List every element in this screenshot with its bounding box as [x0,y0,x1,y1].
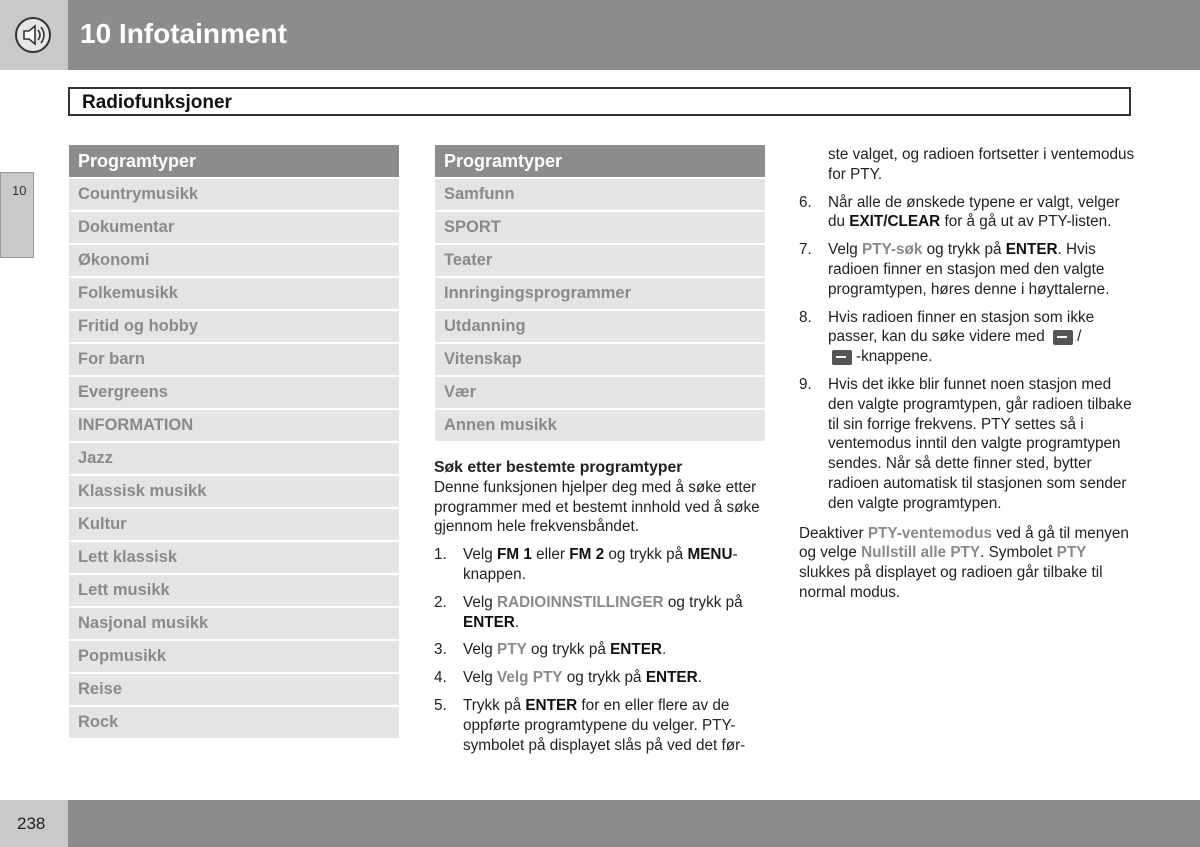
menu-item: PTY [1056,544,1087,562]
footer-bar [68,800,1200,847]
footer [0,800,1200,847]
table-row: Vitenskap [435,344,765,375]
table-row: Klassisk musikk [69,476,399,507]
table-row: Utdanning [435,311,765,342]
menu-item: PTY-ventemodus [867,524,992,542]
table-row: For barn [69,344,399,375]
step-text: og trykk på [663,593,743,611]
step-text: Velg [463,546,498,564]
speaker-icon [14,16,52,54]
table-row: Samfunn [435,179,765,210]
step-menu-item: PTY-søk [862,241,923,259]
step-text: Velg [828,241,863,259]
table-row: Lett musikk [69,575,399,606]
chapter-side-tab [0,172,34,258]
table-row: Evergreens [69,377,399,408]
step-item [434,640,770,660]
step-text: Når alle de ønskede typene er valgt, velger du [828,193,1120,231]
search-section [434,458,770,755]
steps-list-1 [434,545,770,755]
chapter-side-tab-label: 10 [12,183,27,198]
table-row: Folkemusikk [69,278,399,309]
page-number-box [0,800,68,847]
step-item [434,545,770,585]
step-text: og trykk på [526,641,611,659]
step-text: for en eller flere av de oppførte programtypene du velger. PTY-symbolet på displayet slås på ved det før- [463,696,746,754]
step-item [434,668,770,688]
step-bold: FM 2 [569,546,605,564]
step-text: Hvis det ikke blir funnet noen stasjon med den valgte programtypen, går radioen tilbake til sin forrige frekvens. PTY settes så i ventemodus inntil den valgte programtypen sendes. Når så dette finner sted, bytter radioen automatisk til stasjonen som sender den valgte programtypen. [828,375,1132,512]
step-number: 8. [799,308,812,326]
table-header: Programtyper [435,145,765,177]
step-item [799,308,1139,367]
step-bold: ENTER [610,641,662,659]
step-text: / [1077,328,1082,346]
seek-back-button-icon [1053,330,1073,345]
header [0,0,1200,70]
step-bold: ENTER [1005,241,1058,259]
step-number: 2. [434,593,447,611]
program-types-table-1 [69,145,399,738]
section-title: Radiofunksjoner [82,92,232,113]
step-item [434,593,770,633]
deactivate-paragraph [799,524,1139,603]
table-row: Popmusikk [69,641,399,672]
step-text: Velg [463,669,498,687]
table-row: INFORMATION [69,410,399,441]
program-types-table-2 [435,145,765,441]
step-continuation: ste valget, og radioen fortsetter i ventemodus for PTY. [828,146,1135,183]
step-text: . Hvis radioen finner en stasjon med den valgte programtypen, høres denne i høyttalerne. [828,241,1110,298]
step-menu-item: PTY [497,641,527,659]
table-row: Jazz [69,443,399,474]
header-title-box [68,0,1200,70]
table-row: Innringingsprogrammer [435,278,765,309]
text: slukkes på displayet og radioen går tilbake til normal modus. [799,564,1103,601]
step-number: 3. [434,641,447,659]
table-row: Annen musikk [435,410,765,441]
table-row: Reise [69,674,399,705]
text: Deaktiver [799,524,868,542]
text: . Symbolet [980,544,1057,562]
table-row: Nasjonal musikk [69,608,399,639]
step-text: Trykk på [463,696,526,714]
step-text: og trykk på [604,546,688,564]
step-text: Velg [463,593,498,611]
steps-column-right [799,145,1139,603]
step-bold: ENTER [525,696,578,714]
search-heading: Søk etter bestemte programtyper [434,459,683,476]
step-bold: EXIT/CLEAR [849,213,941,231]
step-item [434,696,770,755]
page-number: 238 [17,814,46,833]
step-number: 4. [434,669,447,687]
step-number: 5. [434,696,447,714]
step-bold: FM 1 [497,546,532,564]
step-bold: MENU [687,546,733,564]
step-bold: ENTER [645,669,698,687]
step-number: 7. [799,241,812,259]
table-row: Kultur [69,509,399,540]
section-title-box [68,87,1131,116]
table-header: Programtyper [69,145,399,177]
step-text: eller [531,546,570,564]
step-text: . [661,641,667,659]
table-row: Fritid og hobby [69,311,399,342]
step-number: 9. [799,375,812,393]
table-row: Lett klassisk [69,542,399,573]
step-text: . [697,669,702,687]
chapter-title: 10 Infotainment [80,18,287,49]
steps-list-2 [799,193,1139,514]
table-row: Teater [435,245,765,276]
step-number: 6. [799,193,812,211]
seek-forward-button-icon [832,350,852,365]
step-number: 1. [434,546,447,564]
table-row: SPORT [435,212,765,243]
step-item [799,375,1139,514]
step-text: -knappene. [856,348,933,366]
search-intro: Denne funksjonen hjelper deg med å søke etter programmer med et bestemt innhold ved å søke gjennom hele frekvensbåndet. [434,478,760,536]
step-text: og trykk på [922,241,1006,259]
step-menu-item: RADIOINNSTILLINGER [497,593,664,611]
table-row: Rock [69,707,399,738]
step-menu-item: Velg PTY [497,669,563,687]
step-item [799,240,1139,299]
menu-item: Nullstill alle PTY [861,544,981,562]
step-text: Velg [463,641,498,659]
table-row: Countrymusikk [69,179,399,210]
step-text: -knappen. [463,546,738,583]
step-item [799,193,1139,233]
table-row: Økonomi [69,245,399,276]
step-text: Hvis radioen finner en stasjon som ikke passer, kan du søke videre med [828,308,1095,346]
step-bold: ENTER [463,613,515,631]
table-row: Vær [435,377,765,408]
step-text: for å gå ut av PTY-listen. [940,213,1112,231]
step-text: . [514,613,520,631]
table-row: Dokumentar [69,212,399,243]
header-icon-box [0,0,68,70]
step-text: og trykk på [562,669,646,687]
text: ved å gå til menyen og velge [799,524,1129,562]
